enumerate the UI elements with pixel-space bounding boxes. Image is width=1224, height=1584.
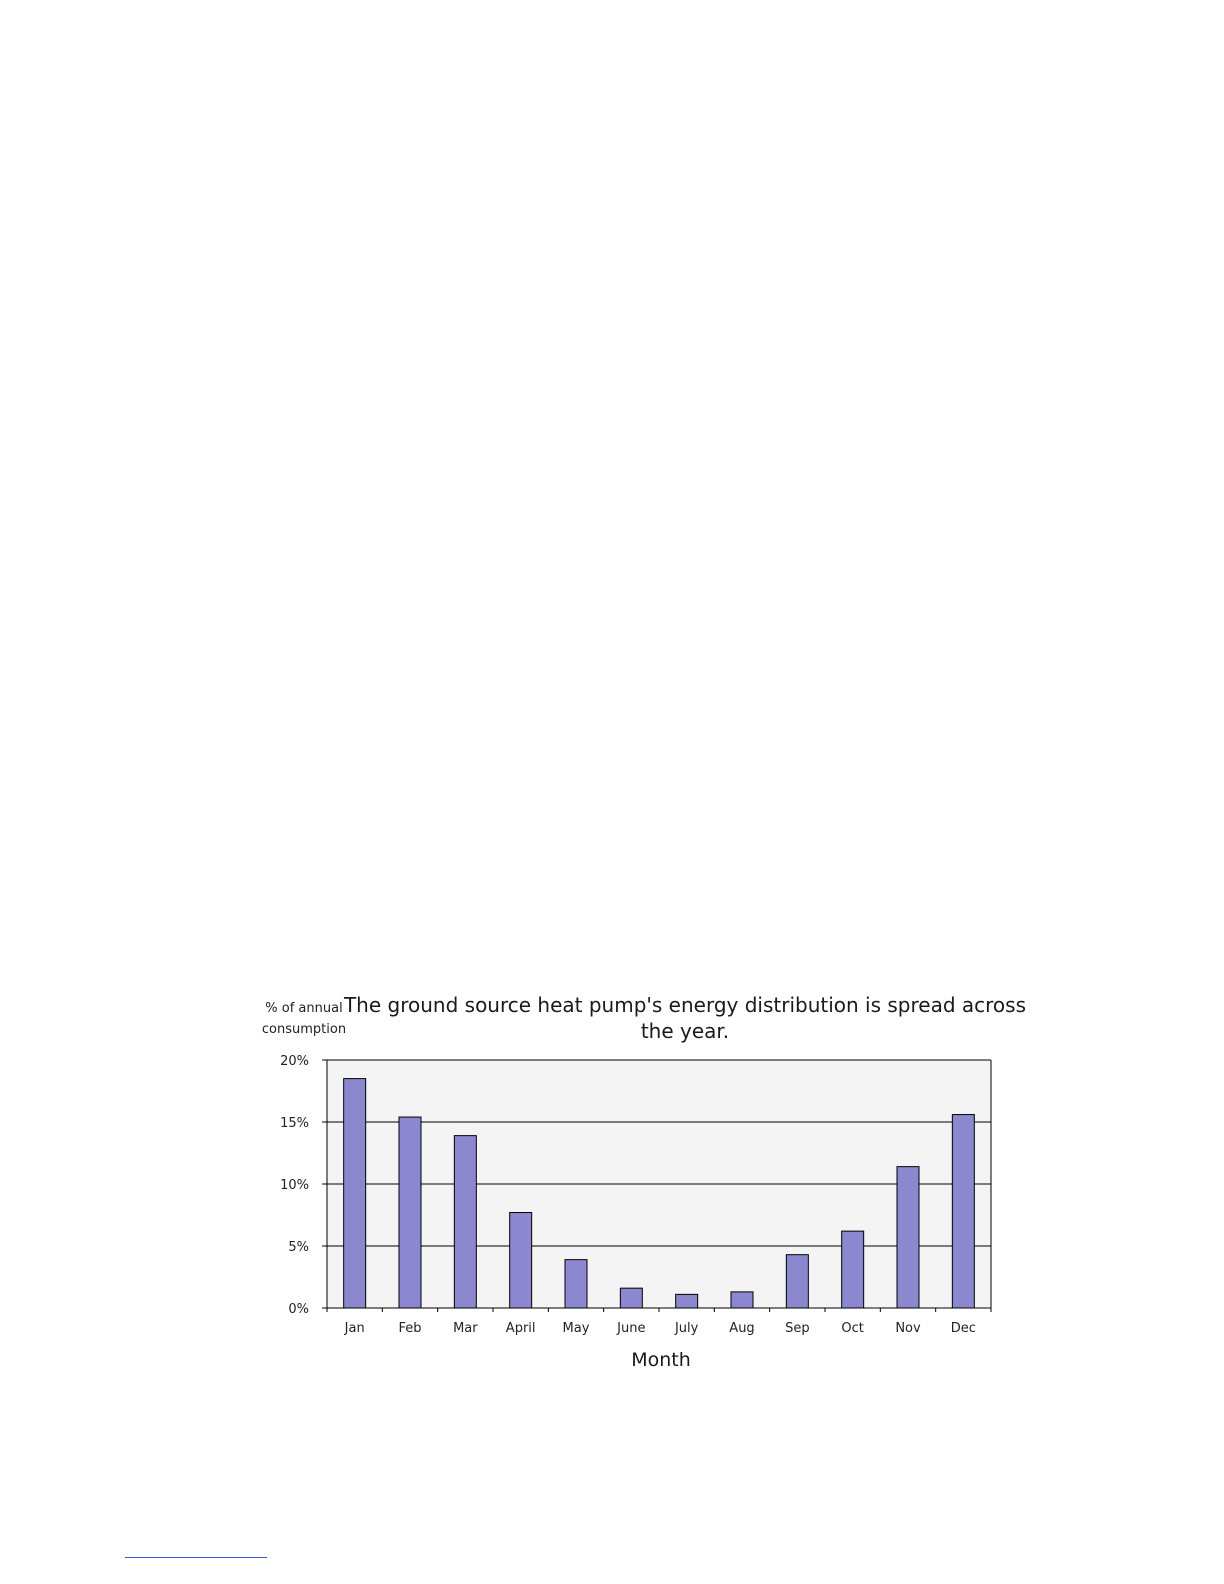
y-tick-label: 15% [280, 1116, 309, 1131]
x-tick-label-jan: Jan [344, 1321, 365, 1336]
x-tick-label-may: May [562, 1321, 590, 1336]
x-tick-label-dec: Dec [950, 1321, 976, 1336]
x-tick-label-mar: Mar [453, 1321, 478, 1336]
x-tick-label-nov: Nov [895, 1321, 921, 1336]
x-tick-label-june: June [617, 1321, 646, 1336]
y-tick-labels [280, 1054, 309, 1317]
y-axis-label-line-2: consumption [261, 1022, 347, 1037]
chart-title-line-2: the year. [640, 1019, 730, 1043]
bar-sep [786, 1255, 808, 1308]
y-tick-label: 5% [288, 1240, 309, 1255]
bar-jan [344, 1079, 366, 1308]
x-tick-label-sep: Sep [785, 1321, 810, 1336]
bar-mar [454, 1136, 476, 1308]
x-tick-label-oct: Oct [841, 1321, 864, 1336]
footnote-separator [125, 1557, 267, 1558]
bar-oct [842, 1231, 864, 1308]
x-axis-label: Month [631, 1349, 691, 1371]
x-tick-label-april: April [505, 1321, 536, 1336]
bar-july [676, 1294, 698, 1308]
y-tick-label: 10% [280, 1178, 309, 1193]
bar-nov [897, 1167, 919, 1308]
x-tick-label-july: July [674, 1321, 699, 1336]
chart-title-line-1: The ground source heat pump's energy distribution is spread across [343, 993, 1027, 1017]
bar-dec [952, 1115, 974, 1308]
y-tick-label: 20% [280, 1054, 309, 1069]
bar-june [620, 1288, 642, 1308]
bar-may [565, 1260, 587, 1308]
x-tick-label-aug: Aug [729, 1321, 755, 1336]
bar-feb [399, 1117, 421, 1308]
y-tick-label: 0% [288, 1302, 309, 1317]
x-tick-labels [344, 1321, 976, 1336]
x-tick-label-feb: Feb [398, 1321, 422, 1336]
bar-april [510, 1213, 532, 1308]
y-axis-label-line-1: % of annual [265, 1001, 343, 1016]
bar-aug [731, 1292, 753, 1308]
